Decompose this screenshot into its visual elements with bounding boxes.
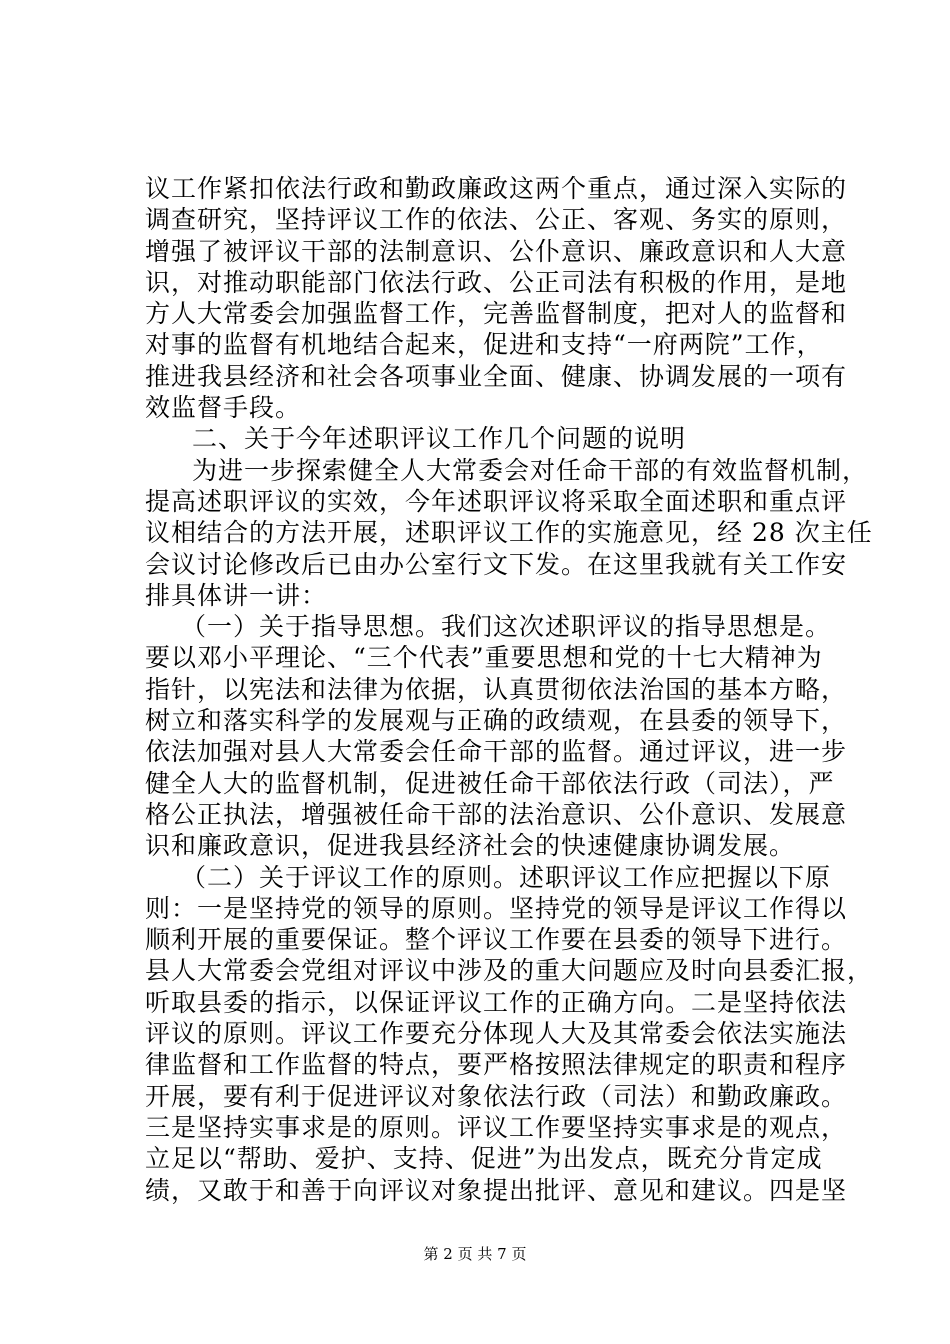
text-line: 律监督和工作监督的特点，要严格按照法律规定的职责和程序 [145,1050,848,1080]
text-line: 提高述职评议的实效，今年述职评议将采取全面述职和重点评 [145,486,848,516]
text-line: 听取县委的指示，以保证评议工作的正确方向。二是坚持依法 [145,987,848,1017]
text-line: 议相结合的方法开展，述职评议工作的实施意见，经 28 次主任 [145,518,873,548]
text-line: 排具体讲一讲： [145,580,328,610]
text-line: 效监督手段。 [145,393,302,423]
text-line: 推进我县经济和社会各项事业全面、健康、协调发展的一项有 [145,361,848,391]
text-line: 依法加强对县人大常委会任命干部的监督。通过评议，进一步 [145,737,848,767]
text-line: 调查研究，坚持评议工作的依法、公正、客观、务实的原则， [145,205,848,235]
text-line: 县人大常委会党组对评议中涉及的重大问题应及时向县委汇报， [145,956,874,986]
text-line: 顺利开展的重要保证。整个评议工作要在县委的领导下进行。 [145,925,848,955]
text-line: 立足以“帮助、爱护、支持、促进”为出发点，既充分肯定成 [145,1144,823,1174]
text-line: 绩，又敢于和善于向评议对象提出批评、意见和建议。四是坚 [145,1175,848,1205]
text-line: 三是坚持实事求是的原则。评议工作要坚持实事求是的观点， [145,1112,848,1142]
text-line: 开展，要有利于促进评议对象依法行政（司法）和勤政廉政。 [145,1081,848,1111]
page-number-footer: 第 2 页 共 7 页 [423,1245,527,1263]
subsection-heading: （二）关于评议工作的原则。述职评议工作应把握以下原 [181,862,832,892]
text-line: 识和廉政意识，促进我县经济社会的快速健康协调发展。 [145,831,796,861]
text-line: 健全人大的监督机制，促进被任命干部依法行政（司法），严 [145,768,835,798]
text-line: 对事的监督有机地结合起来，促进和支持“一府两院”工作， [145,330,823,360]
subsection-heading: （一）关于指导思想。我们这次述职评议的指导思想是。 [181,612,832,642]
text-line: 指针，以宪法和法律为依据，认真贯彻依法治国的基本方略， [145,674,848,704]
text-line: 议工作紧扣依法行政和勤政廉政这两个重点，通过深入实际的 [145,174,848,203]
text-line: 会议讨论修改后已由办公室行文下发。在这里我就有关工作安 [145,549,848,579]
text-line: 格公正执法，增强被任命干部的法治意识、公仆意识、发展意 [145,799,848,829]
text-line: 方人大常委会加强监督工作，完善监督制度，把对人的监督和 [145,299,848,329]
text-line: 要以邓小平理论、“三个代表”重要思想和党的十七大精神为 [145,643,823,673]
section-heading: 二、关于今年述职评议工作几个问题的说明 [192,424,687,454]
text-line: 增强了被评议干部的法制意识、公仆意识、廉政意识和人大意 [145,236,848,266]
text-line: 则：一是坚持党的领导的原则。坚持党的领导是评议工作得以 [145,893,848,923]
text-line: 识，对推动职能部门依法行政、公正司法有积极的作用，是地 [145,267,848,297]
text-line: 评议的原则。评议工作要充分体现人大及其常委会依法实施法 [145,1019,848,1049]
text-line: 为进一步探索健全人大常委会对任命干部的有效监督机制， [192,455,869,485]
text-line: 树立和落实科学的发展观与正确的政绩观，在县委的领导下， [145,706,848,736]
document-body [145,173,874,1206]
